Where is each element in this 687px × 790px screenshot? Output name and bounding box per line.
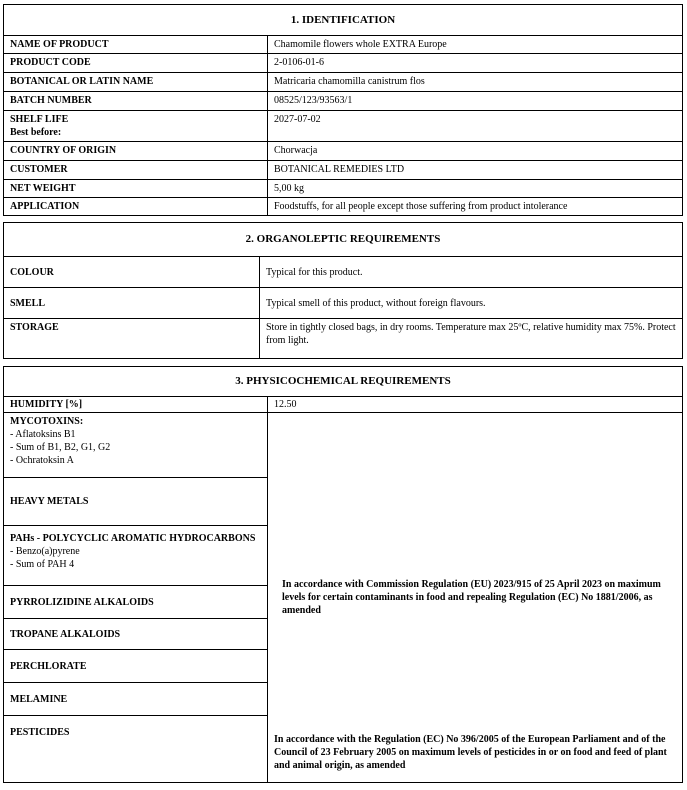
pyrrolizidine-label: PYRROLIZIDINE ALKALOIDS [4,586,268,619]
customer-label: CUSTOMER [4,161,268,180]
storage-label: STORAGE [4,319,260,359]
shelf-life-title: SHELF LIFE [10,114,69,125]
smell-value: Typical smell of this product, without foreign flavours. [260,288,683,319]
best-before-label: Best before: [10,127,62,138]
batch-number-value: 08525/123/93563/1 [268,92,683,111]
melamine-label: MELAMINE [4,683,268,716]
customer-value: BOTANICAL REMEDIES LTD [268,161,683,180]
pah-item: - Sum of PAH 4 [10,559,75,570]
organoleptic-table [3,222,683,359]
shelf-life-label [4,111,268,142]
humidity-label: HUMIDITY [%] [4,397,268,413]
table-row [4,257,683,288]
name-of-product-label: NAME OF PRODUCT [4,36,268,54]
mycotoxins-cell [4,413,268,478]
shelf-life-value: 2027-07-02 [268,111,683,142]
product-code-label: PRODUCT CODE [4,54,268,73]
tropane-label: TROPANE ALKALOIDS [4,619,268,650]
table-row [4,288,683,319]
net-weight-label: NET WEIGHT [4,180,268,198]
pesticides-label: PESTICIDES [4,716,268,783]
storage-value: Store in tightly closed bags, in dry rooms. Temperature max 25ºC, relative humidity max 75%. Protect from light. [260,319,683,359]
pahs-cell [4,526,268,586]
table-row [4,161,683,180]
pahs-label: PAHs - POLYCYCLIC AROMATIC HYDROCARBONS [10,533,256,544]
net-weight-value: 5,00 kg [268,180,683,198]
table-row [4,319,683,359]
botanical-name-value: Matricaria chamomilla canistrum flos [268,73,683,92]
perchlorate-label: PERCHLORATE [4,650,268,683]
colour-label: COLOUR [4,257,260,288]
mycotoxin-item: - Aflatoksins B1 [10,429,76,440]
table-row [4,92,683,111]
identification-table [3,4,683,216]
pah-item: - Benzo(a)pyrene [10,546,80,557]
mycotoxins-label: MYCOTOXINS: [10,416,84,427]
batch-number-label: BATCH NUMBER [4,92,268,111]
smell-label: SMELL [4,288,260,319]
section-title-physicochemical: 3. PHYSICOCHEMICAL REQUIREMENTS [4,367,683,397]
application-value: Foodstuffs, for all people except those suffering from product intolerance [268,198,683,216]
humidity-value: 12.50 [268,397,683,413]
colour-value: Typical for this product. [260,257,683,288]
table-row [4,198,683,216]
country-of-origin-value: Chorwacja [268,142,683,161]
name-of-product-value: Chamomile flowers whole EXTRA Europe [268,36,683,54]
contaminants-regulation-note: In accordance with Commission Regulation (EU) 2023/915 of 25 April 2023 on maximum levels for certain contaminants in food and repealing Regulation (EC) No 1881/2006, as amended [268,413,683,783]
product-code-value: 2-0106-01-6 [268,54,683,73]
table-row [4,36,683,54]
heavy-metals-label: HEAVY METALS [4,478,268,526]
mycotoxin-item: - Sum of B1, B2, G1, G2 [10,442,111,453]
table-row [4,142,683,161]
country-of-origin-label: COUNTRY OF ORIGIN [4,142,268,161]
botanical-name-label: BOTANICAL OR LATIN NAME [4,73,268,92]
table-row [4,180,683,198]
section-title-organoleptic: 2. ORGANOLEPTIC REQUIREMENTS [4,223,683,257]
table-row [4,413,683,478]
application-label: APPLICATION [4,198,268,216]
table-row [4,397,683,413]
mycotoxin-item: - Ochratoksin A [10,455,74,466]
pesticides-regulation-note: In accordance with the Regulation (EC) No 396/2005 of the European Parliament and of the Council of 23 February 2005 on maximum levels of pesticides in or on food and feed of plant and animal origin, as amended [274,733,667,771]
section-title-identification: 1. IDENTIFICATION [4,5,683,36]
table-row [4,54,683,73]
table-row [4,73,683,92]
table-row [4,111,683,142]
